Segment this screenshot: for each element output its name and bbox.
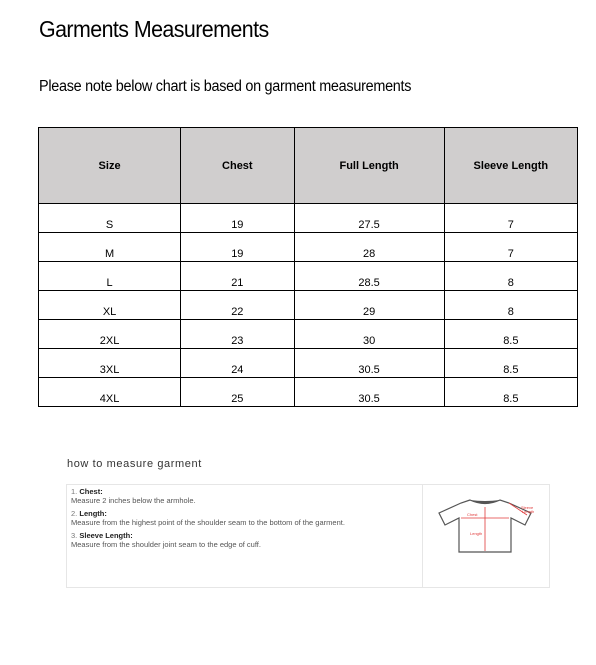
cell-sleeve-length: 7 [444, 204, 577, 233]
cell-chest: 19 [181, 204, 294, 233]
step-heading: Chest: [79, 487, 103, 496]
column-header-sleeve-length: Sleeve Length [444, 128, 577, 204]
table-header-row [39, 128, 578, 204]
table-row [39, 262, 578, 291]
cell-full-length: 30.5 [294, 349, 444, 378]
cell-full-length: 29 [294, 291, 444, 320]
cell-sleeve-length: 7 [444, 233, 577, 262]
table-row [39, 204, 578, 233]
tshirt-icon [423, 485, 549, 587]
cell-full-length: 27.5 [294, 204, 444, 233]
table-row [39, 320, 578, 349]
howto-step [71, 488, 418, 505]
step-number: 3. [71, 531, 78, 540]
sleeve-label-line2: Length [522, 509, 535, 514]
howto-step [71, 532, 418, 549]
cell-chest: 21 [181, 262, 294, 291]
step-heading: Length: [79, 509, 107, 518]
column-header-size: Size [39, 128, 181, 204]
howto-instructions [67, 485, 423, 587]
cell-chest: 25 [181, 378, 294, 407]
cell-full-length: 28 [294, 233, 444, 262]
table-row [39, 233, 578, 262]
length-label: Length [470, 531, 483, 536]
cell-size: S [39, 204, 181, 233]
page-title: Garments Measurements [39, 16, 269, 42]
cell-chest: 22 [181, 291, 294, 320]
step-number: 1. [71, 487, 78, 496]
column-header-chest: Chest [181, 128, 294, 204]
column-header-full-length: Full Length [294, 128, 444, 204]
cell-sleeve-length: 8 [444, 291, 577, 320]
cell-sleeve-length: 8.5 [444, 349, 577, 378]
cell-chest: 19 [181, 233, 294, 262]
cell-full-length: 28.5 [294, 262, 444, 291]
table-row [39, 378, 578, 407]
howto-step [71, 510, 418, 527]
tshirt-diagram [423, 485, 549, 587]
cell-size: 2XL [39, 320, 181, 349]
cell-chest: 24 [181, 349, 294, 378]
step-text: Measure from the highest point of the shoulder seam to the bottom of the garment. [71, 517, 345, 527]
table-row [39, 291, 578, 320]
table-row [39, 349, 578, 378]
cell-size: M [39, 233, 181, 262]
cell-size: L [39, 262, 181, 291]
cell-size: 4XL [39, 378, 181, 407]
size-chart-table [38, 127, 578, 407]
cell-full-length: 30.5 [294, 378, 444, 407]
cell-chest: 23 [181, 320, 294, 349]
step-text: Measure 2 inches below the armhole. [71, 495, 196, 505]
cell-sleeve-length: 8.5 [444, 320, 577, 349]
cell-size: 3XL [39, 349, 181, 378]
step-heading: Sleeve Length: [79, 531, 133, 540]
step-text: Measure from the shoulder joint seam to the edge of cuff. [71, 539, 261, 549]
chest-label: Chest [467, 512, 478, 517]
cell-size: XL [39, 291, 181, 320]
cell-full-length: 30 [294, 320, 444, 349]
sleeve-label-line1: Sleeve [521, 505, 534, 510]
howto-title: how to measure garment [67, 458, 202, 470]
cell-sleeve-length: 8.5 [444, 378, 577, 407]
cell-sleeve-length: 8 [444, 262, 577, 291]
howto-panel [66, 484, 550, 588]
page-subtitle: Please note below chart is based on garment measurements [39, 78, 412, 95]
step-number: 2. [71, 509, 78, 518]
